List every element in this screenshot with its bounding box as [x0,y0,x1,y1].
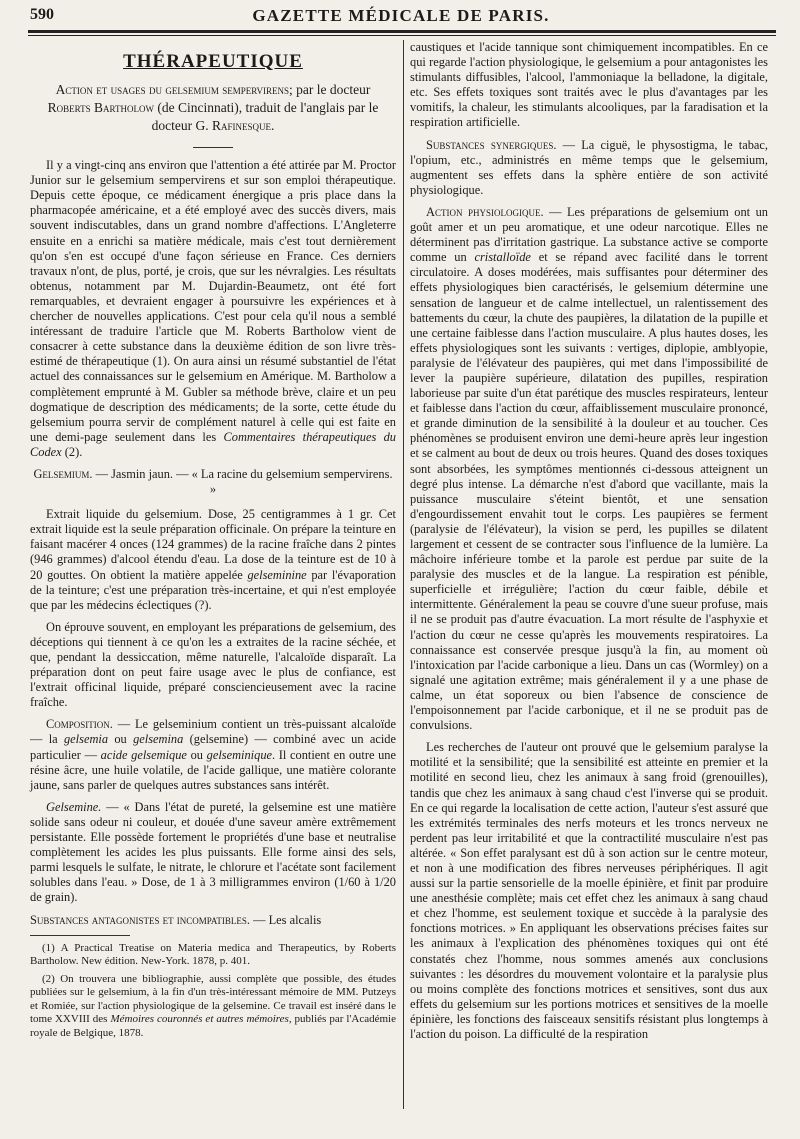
preparation-paragraph: On éprouve souvent, en employant les préparations de gelsemium, des déceptions qui tiennent à ce qu'on les a extraites de la racine séchée, et que, pendant la dessiccation, même naturelle, l'alcaloïde disparaît. La préparation dont on peut faire usage avec le plus de confiance, est l'extrait officinal liquide, préparé consciencieusement avec la racine fraîche. [30,619,396,710]
gelsemina-term: gelsemina [133,732,184,747]
article-byline-text-2: (de Cincinnati), traduit de l'anglais par le docteur [151,100,379,134]
translator-name: G. Rafinesque [195,118,271,134]
intro-text: Il y a vingt-cinq ans environ que l'attention a été attirée par M. Proctor Junior sur le gelsemium sempervirens et sur son emploi thérapeutique. Depuis cette époque, ce médicament énergique a pris place dans la pharmacopée américaine, et a été employé avec des succès divers, mais souvent indiscutables, dans un grand nombre d'affections. L'Angleterre ensuite en a enrichi sa matière médicale, mais c'est tout dernièrement qu'on s'en est occupé d'une façon sérieuse en France. Ces derniers travaux n'ont, de plus, porté, je crois, que sur les névralgies. Les résultats obtenus, notamment par M. Dujardin-Beaumetz, ont été fort remarquables, et devraient engager à poursuivre les expériences et à chercher de nouvelles applications. C'est pour cela qu'il nous a semblé intéressant de traduire l'article que M. Roberts Bartholow vient de consacrer à cette substance dans la deuxième édition de son livre très-estimé de thérapeutique (1). On aura ainsi un résumé substantiel de l'état actuel des connaissances sur le gelsemium en Amérique. M. Bartholow a complètement emprunté à M. Gubler sa méthode brève, claire et un peu dogmatique de description des médicaments; de la sorte, cette étude du gelsemium pourra servir de complément naturel à celle qui est faite en une demi-page seulement dans les [30,158,396,444]
acide-gelsemique-term: acide gelsemique [100,747,187,762]
page-number: 590 [30,6,54,23]
antagonists-continued: caustiques et l'acide tannique sont chimiquement incompatibles. En ce qui regarde l'action physiologique, le gelsemium a pour antagonistes les stimulants diffusibles, l'alcool, l'ammoniaque la belladone, la digitale, etc. Ses effets toxiques sont traités avec le plus d'avantages par les vomitifs, la chaleur, les stimulants alcooliques, par la faradisation et la respiration artificielle. [410,40,768,130]
extract-paragraph [30,507,396,613]
cristalloide-term: cristalloïde [474,250,531,265]
composition-text-b: ou [108,732,134,747]
header-rule [28,30,776,36]
synergistic-paragraph [410,138,768,198]
codex-title: Commentaires thérapeutiques du Codex [30,429,396,459]
footnote-1: (1) A Practical Treatise on Materia medica and Therapeutics, by Roberts Bartholow. New édition. New-York. 1878, p. 401. [30,941,396,968]
article-heading [36,81,390,135]
gelsemine-paragraph [30,800,396,906]
research-paragraph: Les recherches de l'auteur ont prouvé que le gelsemium paralyse la motilité et la sensibilité; que la sensibilité est atteinte en premier et la motilité en second lieu, chez les animaux à sang froid (grenouilles), tandis que chez les animaux à sang chaud c'est l'inverse qui se produit. En ce qui regarde la localisation de cette action, l'auteur s'est assuré que les extrémités terminales des nerfs moteurs et les troncs nerveux ne perdent pas leur irritabilité et que la contractilité musculaire n'est pas altérée. « Son effet paralysant est dû à son action sur le centre moteur, et non à une modification des fibres nerveuses périphériques. Il agit aussi sur la partie sensorielle de la moelle épinière, et finit par produire une anesthésie complète; mais cet effet chez les animaux à sang chaud et chez l'homme, est seulement toxique et succède à la paralysie des fonctions motrices. » En appliquant les observations précises faites sur les animaux à l'explication des phénomènes toxiques qui ont été constatés chez l'homme, nous sommes amenés aux conclusions suivantes : les désordres du mouvement volontaire et la paralysie plus ou moins complète des fonctions motrices et sensitives, sont dus aux effets du gelsemium sur les portions motrices et sensitives de la moelle épinière, les fonctions des faisceaux sensitifs résistant plus longtemps à l'action du poison. La difficulté de la respiration [410,740,768,1041]
gelseminine-term: gelseminine [247,567,307,582]
left-column [30,40,396,1044]
gelsemium-heading [30,467,396,497]
footnote-2-end: , publiés par l'Académie royale de Belgique, 1878. [30,1013,396,1039]
title-rule [193,147,233,148]
footnote-rule [30,935,130,936]
intro-end: (2). [61,444,83,459]
physiological-text-a: — Les préparations de gelsemium ont un goût amer et un peu aromatique, et une odeur narcotique. Elles ne déterminent pas d'irritation gastrique. La substance active se comporte comme un [410,204,768,265]
physiological-paragraph [410,205,768,733]
article-title: Action et usages du gelsemium sempervirens [55,82,290,98]
author-name: Roberts Bartholow [47,100,154,116]
gelsemine-label: Gelsemine. [46,799,102,814]
antagonists-paragraph [30,913,396,928]
article-byline-text: ; par le docteur [289,82,371,98]
gelsemia-term: gelsemia [63,732,109,747]
composition-paragraph [30,717,396,792]
composition-text-e: . Il contient en outre une résine âcre, une huile volatile, de l'acide gallique, une matière colorante jaune, sans parler de quelques autres substances sans intérêt. [30,747,397,792]
synergistic-text: — La ciguë, le physostigma, le tabac, l'opium, etc., administrés en même temps que le gelsemium, augmentent ses effets dans la sphère entière de son activité physiologique. [410,137,768,197]
composition-text-c: (gelsemine) — combiné avec un acide particulier — [30,732,396,762]
synergistic-label: Substances synergiques. [426,137,557,152]
right-column [410,40,768,1049]
article-byline-end: . [271,118,275,134]
composition-label: Composition. [46,717,113,732]
gelsemium-text: — Jasmin jaun. — « La racine du gelsemium sempervirens. » [92,466,393,497]
composition-text-d: ou [186,747,207,762]
gelsemium-label: Gelsemium. [33,466,93,481]
page-header [30,6,772,32]
composition-text-a: — Le gelseminium contient un très-puissant alcaloïde — la [30,717,396,747]
memoires-title: Mémoires couronnés et autres mémoires [110,1013,289,1026]
column-divider [403,40,404,1109]
antagonists-label: Substances antagonistes et incompatibles. [30,912,251,927]
running-title: GAZETTE MÉDICALE DE PARIS. [252,6,550,25]
antagonists-text: — Les alcalis [250,912,322,927]
section-title: THÉRAPEUTIQUE [123,51,303,72]
gelseminique-term: gelseminique [206,747,273,762]
physiological-label: Action physiologique. [426,204,544,219]
extract-end: par l'évaporation de la teinture; c'est une préparation très-incertaine, et qui n'est employée que par les médecins éclectiques (?). [30,567,396,612]
intro-paragraph [30,158,396,460]
footnote-2 [30,973,396,1041]
extract-text: Extrait liquide du gelsemium. Dose, 25 centigrammes à 1 gr. Cet extrait liquide est la seule préparation officinale. On prépare la teinture en faisant macérer 4 onces (124 grammes) de la racine fraîche dans 2 pintes (946 grammes) d'alcool étendu d'eau. La dose de la teinture est de 10 à 20 gouttes. On obtient la matière appelée [30,507,396,582]
gelsemine-text: — « Dans l'état de pureté, la gelsemine est une matière solide sans odeur ni couleur, et douée d'une saveur amère extrêmement persistante. Elle possède fortement le propriétés d'une base et neutralise complètement les acides les plus puissants. Elle forme ainsi des sels, parmi lesquels le sulfate, le nitrate, le chlorure et l'acétate sont facilement solubles dans l'eau. » Dose, de 1 à 3 milligrammes environ (1/60 à 1/20 de grain). [30,799,396,905]
footnote-2-text: (2) On trouvera une bibliographie, aussi complète que possible, des études publiées sur le gelsemium, à la fin d'un très-intéressant mémoire de MM. Putzeys et Romiée, sur l'action physiologique de la gelsemine. Ce travail est inséré dans le tome XXVIII des [30,972,396,1026]
physiological-text-b: et se répand avec facilité dans le torrent circulatoire. A doses modérées, mais suffisantes pour déterminer des effets physiologiques bien caractérisés, le gelsemium détermine une sensation de langueur et de calme intellectuel, un ralentissement des battements du cœur, la chute des paupières, la dilatation de la pupille et une certaine faiblesse dans l'action musculaire. A plus hautes doses, les effets physiologiques sont les suivants : vertiges, diplopie, amblyopie, paralysie de l'élévateur des paupières, qui met dans l'impossibilité de lever la paupière supérieure, dilatation des pupilles, respiration laborieuse par suite d'un état parétique des muscles respirateurs, lenteur et faiblesse dans l'action du cœur, affaiblissement musculaire prononcé, et grande diminution de la sensibilité à la douleur et au toucher. Ces phénomènes se produisent environ une demi-heure après leur ingestion et se calment au bout de deux ou trois heures. Quand des doses toxiques sont absorbées, les symptômes mentionnés ci-dessous atteignent un degré plus intense. La démarche n'est d'abord que vacillante, mais la puissance musculaire s'éteint bientôt, et une sensation d'engourdissement envahit tout le corps. Les paupières se ferment (paralysie de l'élévateur), la vision se perd, les pupilles se dilatent largement et cessent de se contracter sous l'influence de la lumière. La mâchoire inférieure tombe et la parole est perdue par suite de la paralysie des muscles et de la langue. La respiration est pénible, superficielle et irrégulière; l'action du cœur faible, débile et intermittente. Généralement la peau se couvre d'une sueur profuse, mais il ne se produit pas d'autre évacuation. La mort résulte de l'asphyxie et l'action du cœur ne cesse qu'après les mouvements respiratoires. La connaissance est conservée presque jusqu'à la fin, au moment où l'intoxication par l'acide carbonique a lieu. Dans un cas (Wormley) on a signalé une agitation extrême; mais généralement il y a une phase de calme, un état soporeux ou bien l'absence de conscience de l'empoisonnement par l'acide carbonique, et il ne se produit pas de convulsions. [410,250,768,733]
